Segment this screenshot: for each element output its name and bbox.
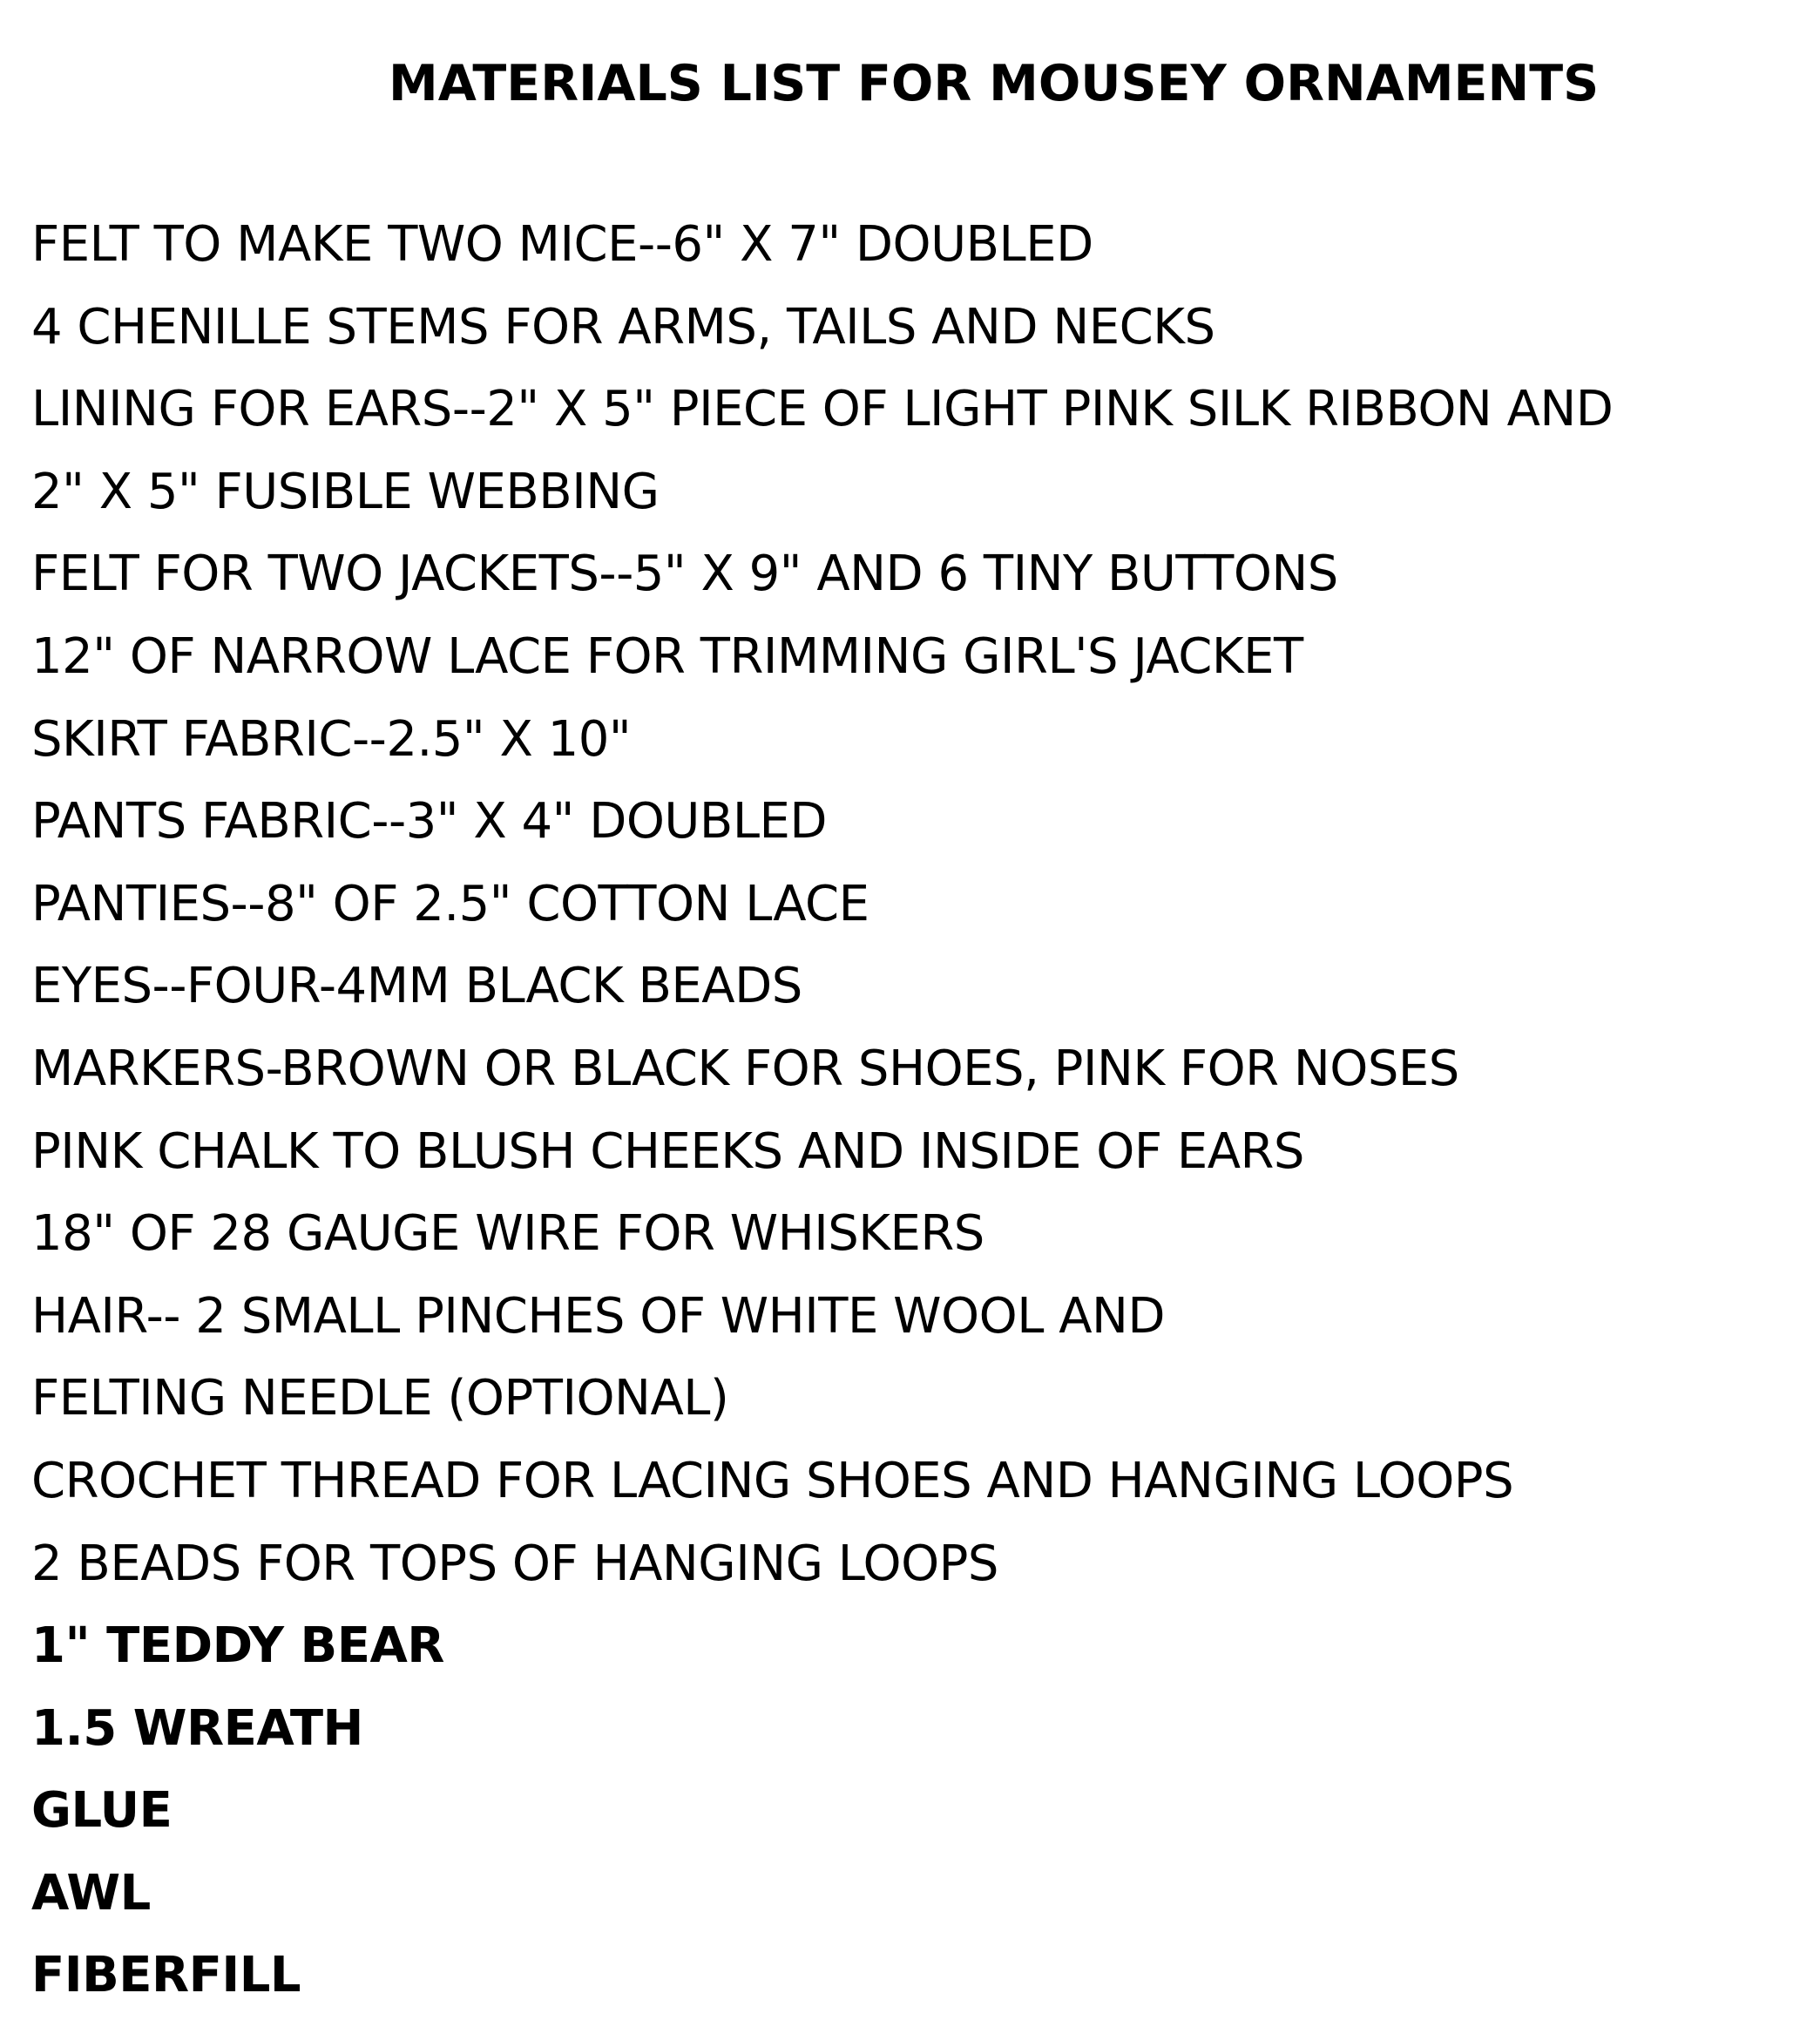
materials-list: [31, 204, 1785, 2017]
list-item: LINING FOR EARS--2" X 5" PIECE OF LIGHT PINK SILK RIBBON AND: [31, 381, 1614, 438]
list-item: PINK CHALK TO BLUSH CHEEKS AND INSIDE OF EARS: [31, 1122, 1304, 1180]
list-item: 2" X 5" FUSIBLE WEBBING: [31, 463, 660, 520]
list-item: PANTS FABRIC--3" X 4" DOUBLED: [31, 793, 828, 851]
list-item: MARKERS-BROWN OR BLACK FOR SHOES, PINK FOR NOSES: [31, 1040, 1459, 1097]
list-item: 12" OF NARROW LACE FOR TRIMMING GIRL'S JACKET: [31, 627, 1303, 685]
list-item: CROCHET THREAD FOR LACING SHOES AND HANGING LOOPS: [31, 1452, 1514, 1509]
list-item: FELT FOR TWO JACKETS--5" X 9" AND 6 TINY BUTTONS: [31, 546, 1338, 603]
list-item: FIBERFILL: [31, 1947, 301, 2004]
list-item: GLUE: [31, 1782, 173, 1840]
list-item: 1.5 WREATH: [31, 1699, 363, 1757]
list-item: 4 CHENILLE STEMS FOR ARMS, TAILS AND NECKS: [31, 298, 1215, 356]
list-item: FELTING NEEDLE (OPTIONAL): [31, 1370, 729, 1427]
list-item: PANTIES--8" OF 2.5" COTTON LACE: [31, 875, 869, 932]
list-item: 2 BEADS FOR TOPS OF HANGING LOOPS: [31, 1535, 998, 1592]
list-item: EYES--FOUR-4MM BLACK BEADS: [31, 958, 802, 1015]
page-title: MATERIALS LIST FOR MOUSEY ORNAMENTS: [389, 55, 1600, 112]
list-item: AWL: [31, 1864, 151, 1922]
list-item: HAIR-- 2 SMALL PINCHES OF WHITE WOOL AND: [31, 1287, 1166, 1345]
list-item: FELT TO MAKE TWO MICE--6" X 7" DOUBLED: [31, 216, 1093, 273]
list-item: 18" OF 28 GAUGE WIRE FOR WHISKERS: [31, 1205, 984, 1263]
list-item: 1" TEDDY BEAR: [31, 1617, 444, 1675]
list-item: SKIRT FABRIC--2.5" X 10": [31, 710, 632, 768]
